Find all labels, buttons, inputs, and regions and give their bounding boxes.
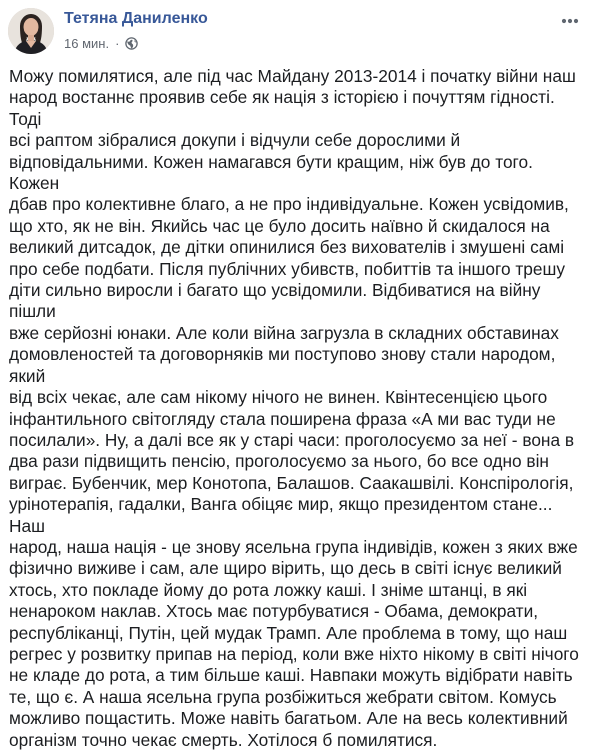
avatar-image: [8, 8, 54, 54]
post-body-text: Можу помилятися, але під час Майдану 2013-2014 і початку війни наш народ востаннє проявив себе як нація з історією і почуттям гідності. Тоді всі раптом зібралися докупи і відчули себе дорослими й відповідальними. Кожен намагався бути кращим, ніж був до того. Кожен дбав про колективне благо, а не про індивідуальне. Кожен усвідомив, що хто, як не він. Якийсь час це було досить наївно й скидалося на великий дитсадок, де дітки опинилися без вихователів і змушені самі про себе подбати. Після публічних убивств, побиттів та іншого трешу діти сильно виросли і багато що усвідомили. Відбиватися на війну пішли вже серйозні юнаки. Але коли війна загрузла в складних обставинах домовленостей та договорняків ми поступово знову стали народом, який від всіх чекає, але сам нікому нічого не винен. Квінтесенцією цього інфантильного світогляду стала поширена фраза «А ми вас туди не посилали». Ну, а далі все як у старі часи: проголосуємо за неї - вона в два рази підвищить пенсію, проголосуємо за нього, бо все одно він виграє. Бубенчик, мер Конотопа, Балашов. Саакашвілі. Конспірологія, урінотерапія, гадалки, Ванга обіцяє мир, якщо президентом стане... Наш народ, наша нація - це знову ясельна група індивідів, кожен з яких вже фізично виживе і сам, але щиро вірить, що десь в світі існує великий хтось, хто покладе йому до рота ложку каші. І зніме штанці, в які ненароком наклав. Хтось має потурбуватися - Обама, демократи, республіканці, Путін, цей мудак Трамп. Але проблема в тому, що наш регрес у розвитку припав на період, коли вже ніхто нікому в світі нічого не кладе до рота, а тим більше каші. Навпаки можуть відібрати навіть те, що є. А наша ясельна група розбіжиться жебрати світом. Комусь можливо пощастить. Може навіть багатьом. Але на весь колективний організм точно чекає смерть. Хотілося б помилятися.: [9, 66, 579, 750]
post-timestamp[interactable]: 16 мин.: [64, 36, 110, 51]
post-meta: [64, 36, 138, 51]
more-options-button[interactable]: [559, 12, 581, 28]
avatar[interactable]: [8, 8, 54, 54]
globe-icon[interactable]: [125, 37, 138, 50]
author-name[interactable]: Тетяна Даниленко: [64, 10, 208, 27]
post-header: [8, 2, 583, 60]
meta-separator: ·: [115, 36, 120, 51]
more-options-icon: [561, 11, 579, 29]
